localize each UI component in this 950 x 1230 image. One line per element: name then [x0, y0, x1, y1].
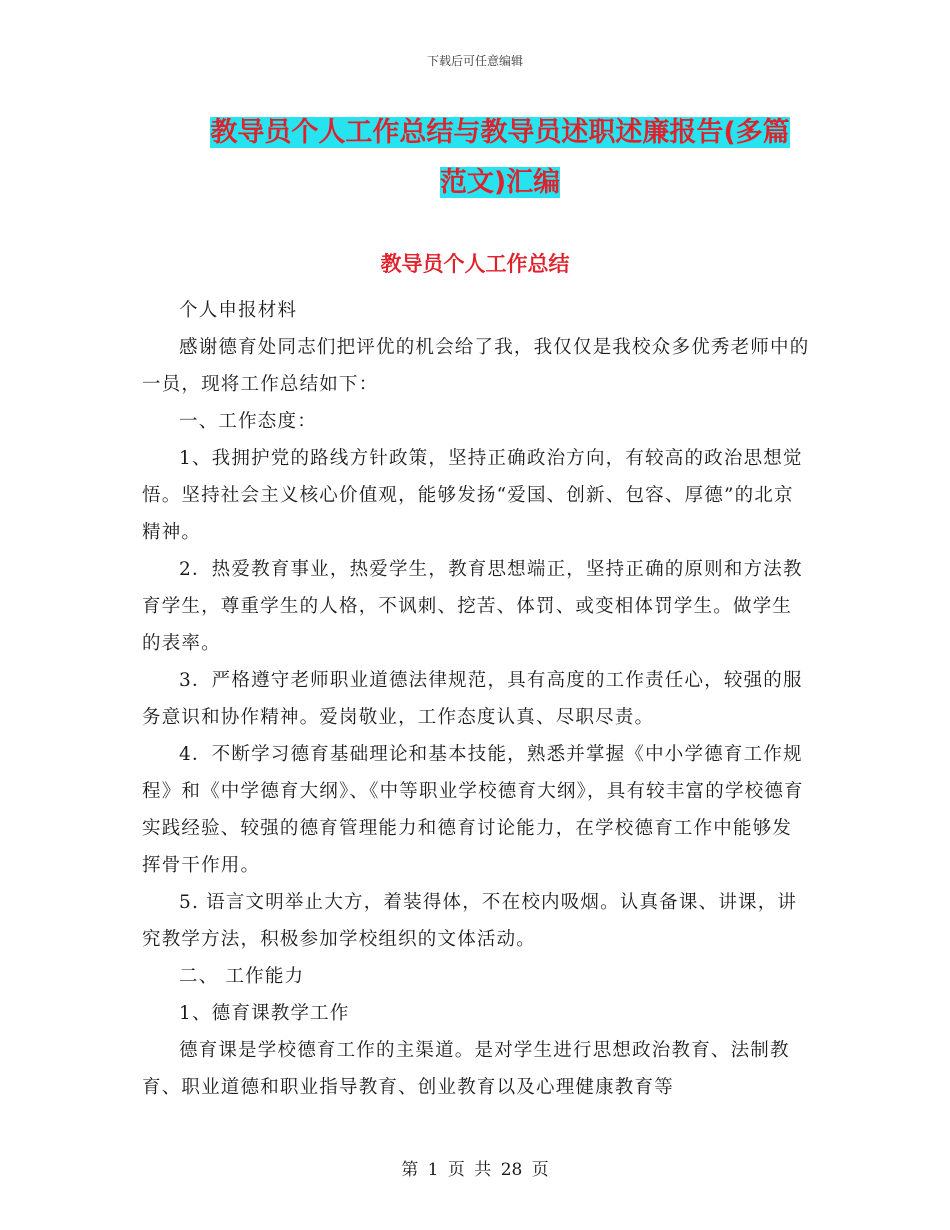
- paragraph: 一、工作态度：: [179, 411, 317, 432]
- paragraph: 1、德育课教学工作: [179, 1003, 350, 1024]
- paragraph: 4．不断学习德育基础理论和基本技能，熟悉并掌握《中小学德育工作规程》和《中学德育大纲》、《中等职业学校德育大纲》，具有较丰富的学校德育实践经验、较强的德育管理能力和德育讨论能力，在学校德育工作中能够发挥骨干作用。: [142, 744, 804, 876]
- paragraph: 1、我拥护党的路线方针政策，坚持正确政治方向，有较高的政治思想觉悟。坚持社会主义核心价值观，能够发扬“爱国、创新、包容、厚德”的北京精神。: [142, 448, 803, 543]
- header-note: 下载后可任意编辑: [426, 54, 523, 68]
- document-title: [200, 108, 800, 208]
- paragraph: 个人申报材料: [179, 300, 298, 321]
- section-title: 教导员个人工作总结: [380, 252, 570, 276]
- paragraph: 3．严格遵守老师职业道德法律规范，具有高度的工作责任心，较强的服务意识和协作精神。爱岗敬业，工作态度认真、尽职尽责。: [142, 670, 803, 728]
- page-footer: 第 1 页 共 28 页: [401, 1160, 549, 1180]
- body-content: [142, 292, 810, 1106]
- paragraph: 德育课是学校德育工作的主渠道。是对学生进行思想政治教育、法制教育、职业道德和职业指导教育、创业教育以及心理健康教育等: [142, 1040, 790, 1098]
- paragraph: 5. 语言文明举止大方，着装得体，不在校内吸烟。认真备课、讲课，讲究教学方法，积极参加学校组织的文体活动。: [142, 892, 798, 950]
- paragraph: 二、 工作能力: [179, 966, 305, 987]
- document-title-text: 教导员个人工作总结与教导员述职述廉报告(多篇范文)汇编: [210, 117, 790, 198]
- paragraph: 感谢德育处同志们把评优的机会给了我，我仅仅是我校众多优秀老师中的一员，现将工作总结如下：: [142, 337, 810, 395]
- paragraph: 2．热爱教育事业，热爱学生，教育思想端正，坚持正确的原则和方法教育学生，尊重学生的人格，不讽刺、挖苦、体罚、或变相体罚学生。做学生的表率。: [142, 559, 803, 654]
